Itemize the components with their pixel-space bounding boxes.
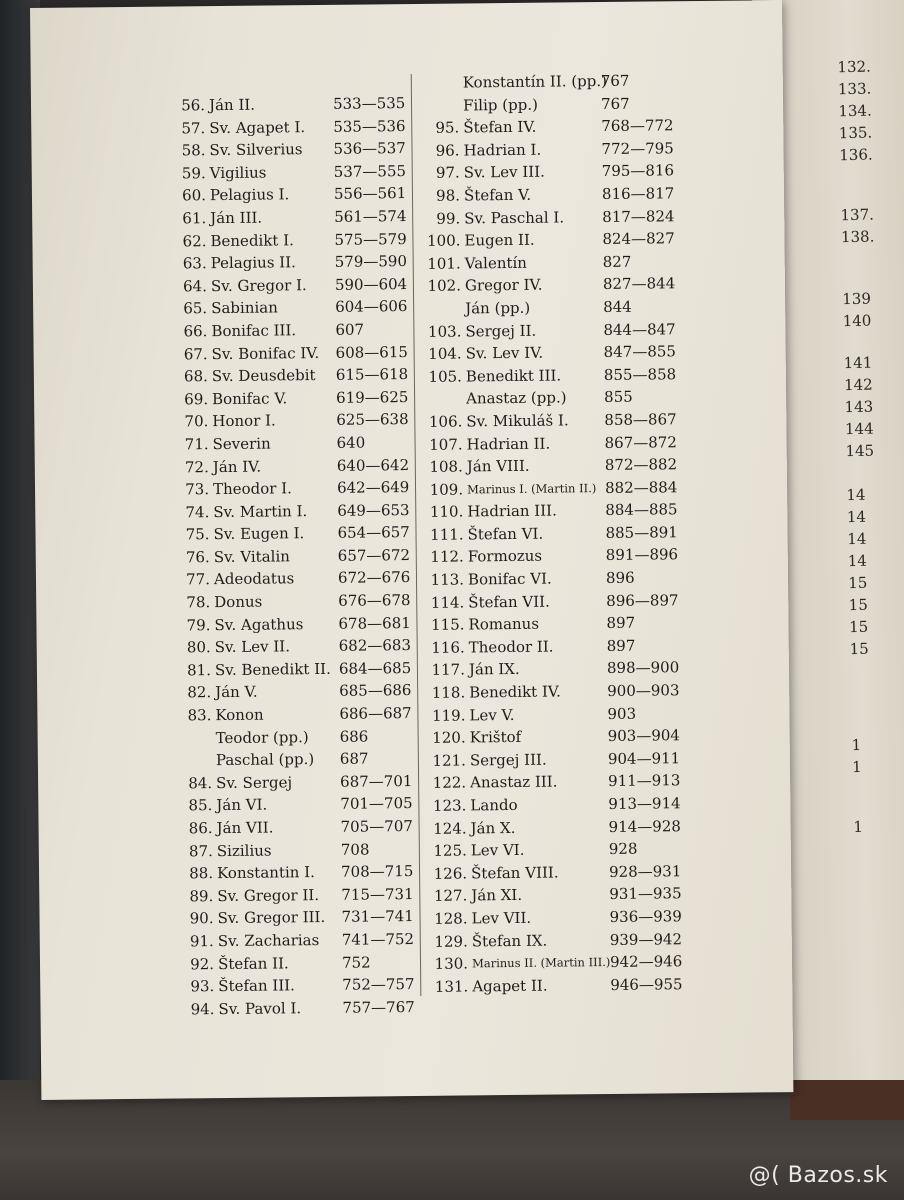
next-page-number: 141 — [843, 353, 873, 373]
entry-years: 903 — [607, 704, 637, 723]
entry-name: Sv. Gregor I. — [210, 275, 307, 295]
entry-name: Filip (pp.) — [462, 95, 538, 115]
entry-name: Hadrian III. — [467, 501, 557, 521]
next-page-number: 132. — [837, 57, 872, 77]
entry-name: Lev VI. — [470, 841, 525, 860]
entry-name: Sizilius — [216, 841, 272, 860]
entry-years: 640 — [336, 433, 366, 452]
entry-name: Ján IV. — [212, 457, 262, 476]
entry-number: 67. — [183, 344, 208, 363]
entry-number: 62. — [182, 231, 207, 250]
entry-years: 872—882 — [604, 455, 678, 475]
entry-number: 70. — [184, 412, 209, 431]
entry-name: Hadrian II. — [466, 434, 551, 453]
entry-years: 844—847 — [603, 319, 676, 339]
entry-years: 686 — [339, 727, 369, 746]
entry-name: Sv. Gregor III. — [217, 908, 326, 928]
entry-years: 676—678 — [338, 591, 411, 610]
entry-years: 897 — [606, 636, 636, 655]
entry-number: 56. — [181, 96, 206, 115]
entry-years: 847—855 — [603, 342, 676, 362]
entry-number: 69. — [184, 389, 209, 409]
next-page-number: 15 — [849, 639, 869, 659]
entry-years: 741—752 — [341, 929, 415, 949]
entry-number: 64. — [182, 276, 208, 296]
entry-years: 898—900 — [606, 658, 680, 678]
entry-name: Konstantín II. (pp.) — [462, 71, 608, 92]
entry-years: 607 — [335, 320, 365, 339]
entry-years: 885—891 — [605, 523, 678, 542]
entry-years: 752 — [341, 953, 371, 972]
next-page-number: 139 — [842, 289, 872, 309]
entry-years: 536—537 — [333, 139, 406, 159]
entry-years: 649—653 — [337, 500, 410, 520]
entry-number: 123. — [432, 796, 467, 815]
entry-number: 106. — [428, 412, 463, 431]
entry-years: 556—561 — [333, 184, 407, 204]
entry-name: Severin — [212, 434, 271, 454]
entry-number: 127. — [433, 886, 468, 906]
next-page-numbers — [837, 57, 904, 1058]
entry-years: 867—872 — [604, 432, 677, 452]
entry-years: 533—535 — [332, 94, 406, 113]
entry-years: 896—897 — [606, 590, 679, 610]
entry-years: 615—618 — [335, 365, 409, 384]
entry-number: 102. — [427, 276, 462, 296]
entry-years: 913—914 — [608, 794, 681, 813]
entry-years: 625—638 — [336, 410, 409, 430]
entry-years: 708—715 — [340, 862, 414, 881]
entry-number: 75. — [185, 525, 210, 544]
entry-years: 936—939 — [609, 907, 682, 926]
entry-number: 126. — [433, 864, 468, 883]
entry-name: Sabinian — [211, 298, 278, 318]
entry-years: 640—642 — [336, 455, 410, 475]
entry-name: Ján IX. — [468, 660, 520, 679]
entry-name: Bonifac VI. — [467, 569, 552, 589]
entry-years: 903—904 — [607, 726, 681, 746]
entry-number: 115. — [430, 615, 465, 635]
entry-number: 129. — [434, 932, 468, 951]
entry-name: Marinus II. (Martin III.) — [471, 955, 611, 971]
entry-number: 71. — [184, 435, 209, 454]
entry-number: 114. — [430, 593, 465, 612]
entry-years: 858—867 — [604, 410, 677, 429]
entry-name: Anastaz III. — [470, 772, 558, 792]
entry-years: 619—625 — [336, 387, 409, 407]
entry-number: 131. — [434, 977, 469, 996]
entry-number: 88. — [189, 864, 214, 883]
entry-years: 928 — [608, 839, 638, 859]
entry-name: Štefan V. — [463, 185, 532, 205]
entry-name: Štefan IX. — [471, 931, 548, 950]
entry-number: 112. — [430, 547, 464, 567]
entry-years: 579—590 — [334, 252, 408, 271]
entry-years: 855—858 — [603, 364, 677, 384]
entry-name: Romanus — [468, 614, 540, 634]
entry-name: Theodor I. — [212, 479, 292, 499]
entry-name: Sergej III. — [469, 750, 547, 770]
entry-years: 715—731 — [341, 884, 414, 904]
entry-years: 687 — [339, 749, 369, 769]
next-page-number: 140 — [842, 311, 872, 331]
entry-name: Sv. Sergej — [216, 773, 293, 792]
entry-number: 94. — [190, 999, 215, 1019]
entry-number: 116. — [431, 638, 465, 657]
entry-years: 900—903 — [607, 681, 680, 701]
entry-years: 897 — [606, 613, 636, 633]
entry-name: Štefan IV. — [463, 117, 537, 137]
entry-number: 65. — [183, 299, 208, 318]
entry-years: 911—913 — [608, 771, 681, 791]
entry-years: 795—816 — [601, 161, 675, 181]
entry-name: Honor I. — [212, 411, 276, 431]
entry-name: Štefan II. — [217, 953, 289, 973]
next-page-number: 143 — [844, 397, 874, 417]
entry-name: Sv. Vitalin — [213, 547, 290, 566]
entry-years: 608—615 — [335, 342, 408, 362]
entry-years: 604—606 — [335, 297, 408, 317]
entry-number: 89. — [189, 886, 214, 906]
entry-number: 57. — [181, 118, 206, 138]
entry-years: 757—767 — [342, 997, 415, 1017]
entry-name: Marinus I. (Martin II.) — [466, 480, 597, 497]
next-page-number: 135. — [838, 123, 873, 143]
next-page-number: 144 — [844, 419, 874, 439]
entry-number: 92. — [190, 954, 215, 973]
entry-years: 686—687 — [339, 704, 412, 723]
entry-name: Konstantin I. — [216, 863, 315, 883]
entry-years: 817—824 — [602, 206, 675, 226]
entry-years: 816—817 — [601, 184, 675, 203]
entry-number: 77. — [186, 570, 211, 589]
entry-number: 97. — [435, 163, 460, 183]
entry-name: Sv. Paschal I. — [464, 207, 565, 228]
entry-years: 768—772 — [601, 116, 674, 136]
entry-name: Sv. Lev II. — [214, 637, 291, 657]
entry-years: 657—672 — [337, 545, 411, 565]
entry-name: Theodor II. — [468, 637, 554, 657]
entry-years: 708 — [340, 840, 370, 859]
entry-name: Ján VII. — [216, 818, 274, 838]
entry-name: Vigilius — [209, 163, 267, 182]
entry-years: 752—757 — [342, 975, 415, 994]
entry-name: Adeodatus — [213, 569, 295, 589]
next-page-number: 15 — [848, 617, 869, 637]
next-page-number: 1 — [851, 735, 862, 755]
entry-name: Štefan VI. — [467, 524, 544, 544]
entry-years: 672—676 — [337, 568, 411, 588]
entry-name: Ján (pp.) — [465, 298, 531, 318]
entry-name: Sv. Agathus — [214, 614, 304, 634]
entry-name: Sv. Eugen I. — [213, 524, 305, 544]
entry-number: 58. — [181, 141, 206, 160]
entry-number: 68. — [183, 367, 208, 386]
entry-years: 896 — [605, 568, 635, 588]
entry-number: 105. — [428, 367, 462, 386]
entry-name: Paschal (pp.) — [215, 750, 315, 770]
entry-number: 121. — [432, 751, 466, 770]
entry-number: 104. — [428, 344, 462, 363]
entry-number: 93. — [190, 977, 215, 996]
next-page-number: 138. — [840, 227, 875, 247]
entry-name: Konon — [215, 705, 264, 725]
next-page-number: 14 — [847, 551, 868, 571]
entry-name: Formozus — [467, 547, 543, 566]
entry-name: Anastaz (pp.) — [466, 388, 567, 408]
entry-years: 827 — [602, 252, 632, 271]
entry-number: 83. — [187, 706, 212, 725]
entry-name: Sv. Gregor II. — [217, 885, 320, 905]
entry-number: 119. — [431, 706, 466, 725]
entry-years: 855 — [604, 388, 633, 407]
entry-name: Sv. Pavol I. — [218, 998, 302, 1018]
entry-number: 125. — [433, 841, 467, 861]
entry-number: 95. — [435, 118, 460, 137]
entry-name: Lev V. — [469, 705, 515, 725]
entry-number: 87. — [188, 841, 213, 860]
entry-number: 85. — [188, 796, 213, 815]
entry-number: 120. — [432, 728, 466, 748]
entry-years: 928—931 — [608, 862, 682, 881]
next-page-number: 15 — [848, 573, 868, 593]
book-cover-edge — [790, 1080, 904, 1120]
entry-name: Ján V. — [215, 683, 258, 702]
entry-number: 73. — [185, 480, 210, 499]
next-page-number: 14 — [847, 529, 867, 549]
next-page-number: 145 — [845, 441, 875, 461]
entry-name: Valentín — [464, 253, 528, 273]
entry-number: 78. — [186, 593, 211, 612]
entry-years: 590—604 — [334, 274, 408, 294]
entry-name: Lev VII. — [471, 908, 532, 928]
entry-years: 575—579 — [334, 229, 407, 249]
watermark: @( Bazos.sk — [748, 1163, 888, 1188]
entry-name: Teodor (pp.) — [215, 727, 309, 747]
entry-years: 684—685 — [338, 658, 412, 678]
entry-name: Ján X. — [470, 818, 516, 838]
entry-number: 118. — [431, 683, 466, 702]
entry-years: 767 — [600, 71, 630, 91]
entry-number: 66. — [183, 322, 208, 341]
entry-name: Gregor IV. — [464, 275, 543, 295]
entry-years: 701—705 — [340, 794, 413, 814]
entry-years: 946—955 — [610, 974, 683, 994]
column-divider — [411, 74, 422, 996]
entry-name: Donus — [214, 592, 263, 612]
entry-name: Sv. Lev IV. — [465, 343, 544, 363]
entry-name: Ján XI. — [471, 886, 523, 905]
entry-name: Sv. Martin I. — [213, 501, 308, 521]
entry-name: Sv. Agapet I. — [209, 117, 306, 137]
entry-number: 72. — [184, 457, 209, 476]
entry-name: Sv. Bonifac IV. — [211, 343, 320, 363]
entry-years: 772—795 — [601, 139, 674, 158]
entry-number: 109. — [429, 480, 464, 499]
entry-years: 884—885 — [605, 500, 678, 520]
next-page-number: 1 — [853, 817, 864, 837]
entry-number: 103. — [427, 322, 462, 341]
entry-number: 81. — [186, 660, 212, 680]
book-page — [30, 0, 793, 1100]
next-page-number: 142 — [843, 375, 873, 395]
entry-number: 86. — [188, 819, 213, 838]
entry-name: Sv. Benedikt II. — [214, 659, 331, 679]
entry-years: 642—649 — [336, 478, 410, 497]
entry-number: 117. — [431, 660, 466, 680]
entry-years: 942—946 — [609, 952, 683, 972]
entry-years: 535—536 — [333, 116, 406, 136]
entry-name: Benedikt IV. — [469, 682, 561, 702]
entry-number: 100. — [426, 231, 461, 251]
entry-number: 128. — [434, 909, 468, 928]
entry-years: 904—911 — [607, 749, 681, 768]
entry-name: Bonifac III. — [211, 321, 297, 341]
entry-years: 891—896 — [605, 545, 679, 565]
entry-name: Ján II. — [208, 95, 256, 115]
entry-years: 882—884 — [604, 477, 678, 497]
entry-number: 82. — [187, 683, 212, 702]
entry-number: 96. — [435, 141, 460, 160]
entry-name: Benedikt III. — [465, 366, 562, 386]
next-page-number: 133. — [837, 79, 872, 99]
entry-years: 767 — [600, 94, 630, 113]
entry-name: Sv. Lev III. — [463, 162, 545, 182]
next-page-number: 136. — [839, 145, 873, 165]
entry-name: Benedikt I. — [210, 230, 294, 250]
left-column — [173, 94, 415, 1021]
entry-name: Pelagius II. — [210, 253, 296, 273]
entry-name: Štefan VIII. — [470, 863, 559, 883]
entry-number: 101. — [427, 254, 461, 273]
entry-number: 110. — [429, 502, 464, 522]
entry-name: Ján III. — [210, 208, 263, 228]
entry-number: 84. — [188, 773, 213, 793]
entry-years: 705—707 — [340, 817, 413, 836]
next-page-number: 14 — [846, 485, 866, 505]
next-page-number: 14 — [846, 507, 867, 527]
entry-years: 685—686 — [339, 681, 412, 701]
entry-number: 90. — [189, 909, 214, 928]
entry-name: Sv. Zacharias — [217, 930, 320, 951]
entry-name: Lando — [470, 795, 518, 815]
entry-name: Sv. Silverius — [209, 140, 303, 160]
entry-number: 124. — [433, 819, 467, 838]
next-page-number: 137. — [840, 205, 875, 225]
entry-name: Agapet II. — [472, 976, 548, 996]
entry-years: 678—681 — [338, 613, 411, 633]
entry-name: Ján VI. — [216, 795, 268, 815]
entry-name: Štefan VII. — [468, 592, 550, 612]
entry-number: 108. — [429, 457, 463, 476]
entry-number: 63. — [182, 254, 207, 273]
entry-name: Bonifac V. — [212, 389, 288, 408]
entry-years: 931—935 — [609, 884, 682, 904]
entry-number: 91. — [189, 932, 214, 951]
entry-years: 939—942 — [609, 929, 683, 949]
entry-number: 76. — [185, 548, 210, 567]
entry-name: Sergej II. — [465, 321, 537, 340]
entry-name: Ján VIII. — [466, 456, 530, 476]
entry-years: 537—555 — [333, 161, 407, 181]
entry-name: Sv. Deusdebit — [211, 366, 316, 386]
entry-name: Krištof — [469, 728, 522, 747]
entry-number: 74. — [185, 502, 210, 522]
entry-years: 687—701 — [340, 771, 413, 791]
entry-number: 61. — [182, 209, 207, 228]
entry-number: 107. — [429, 434, 463, 454]
entry-number: 79. — [186, 615, 211, 635]
next-page-number: 15 — [848, 595, 868, 615]
entry-name: Štefan III. — [218, 976, 296, 996]
entry-name: Eugen II. — [464, 230, 535, 250]
entry-name: Sv. Mikuláš I. — [466, 411, 569, 431]
entry-number: 99. — [436, 209, 461, 228]
entry-number: 98. — [436, 186, 461, 205]
entry-name: Pelagius I. — [209, 185, 290, 205]
entry-years: 914—928 — [608, 816, 681, 836]
entry-number: 59. — [181, 163, 206, 183]
entry-years: 654—657 — [337, 523, 410, 543]
entry-number: 130. — [434, 954, 469, 973]
entry-number: 111. — [430, 525, 464, 544]
next-page-number: 1 — [851, 757, 862, 777]
entry-number: 80. — [186, 638, 211, 657]
entry-years: 844 — [603, 297, 632, 316]
entry-number: 122. — [432, 773, 467, 793]
right-column — [421, 71, 683, 998]
entry-name: Hadrian I. — [463, 140, 542, 160]
next-page-number: 134. — [838, 101, 872, 121]
entry-years: 827—844 — [602, 274, 676, 294]
entry-years: 561—574 — [334, 207, 407, 226]
entry-years: 731—741 — [341, 907, 414, 927]
entry-years: 682—683 — [338, 636, 412, 656]
entry-number: 113. — [430, 570, 465, 589]
entry-number: 60. — [182, 186, 207, 205]
entry-years: 824—827 — [602, 229, 675, 249]
